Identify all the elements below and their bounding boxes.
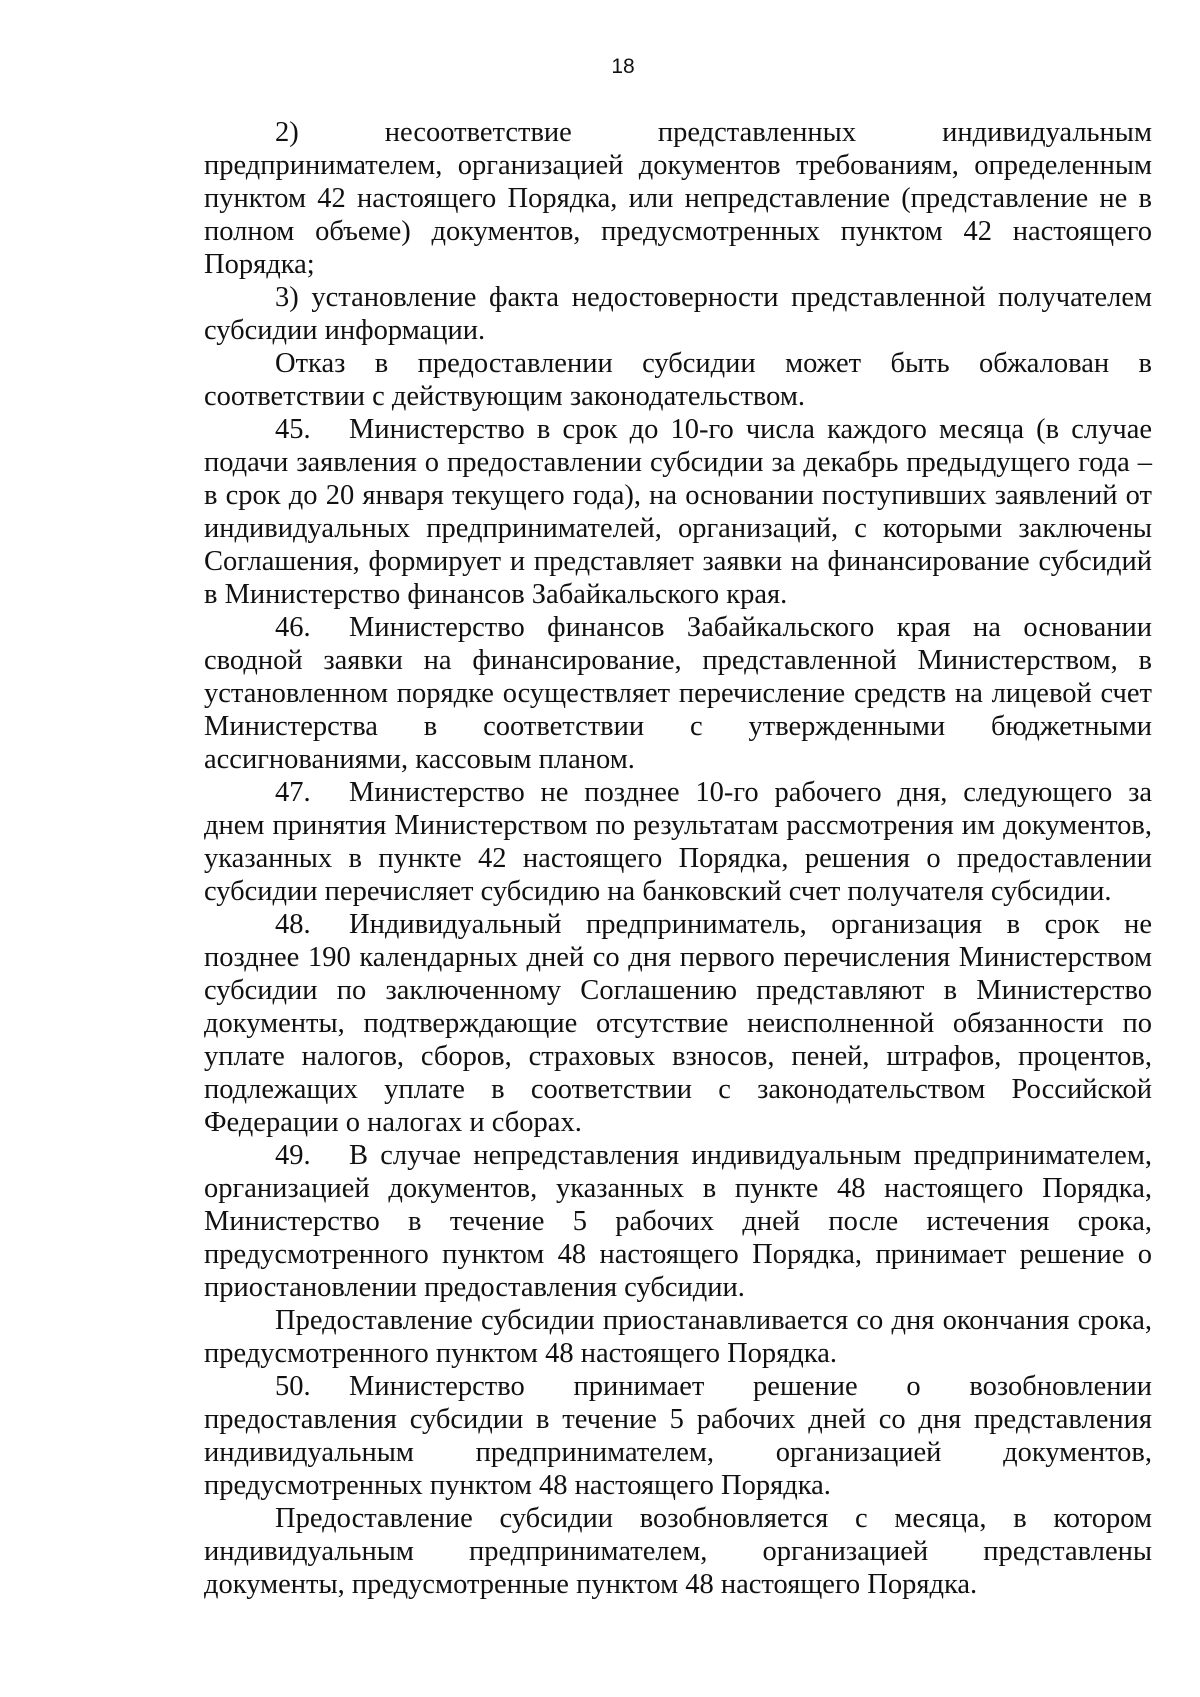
paragraph-text: Министерство принимает решение о возобновлении предоставления субсидии в течение 5 рабочих дней со дня представления индивидуальным предпринимателем, организацией документов, предусмотренных пунктом 48 настоящего Порядка.	[204, 1371, 1152, 1501]
paragraph-46	[204, 611, 1152, 776]
paragraph-text: 3) установление факта недостоверности представленной получателем субсидии информации.	[204, 282, 1152, 346]
paragraph-text: В случае непредставления индивидуальным предпринимателем, организацией документов, указанных в пункте 48 настоящего Порядка, Министерство в течение 5 рабочих дней после истечения срока, предусмотренного пунктом 48 настоящего Порядка, принимает решение о приостановлении предоставления субсидии.	[204, 1140, 1152, 1303]
paragraph-number: 48.	[275, 909, 311, 940]
paragraph-number: 49.	[275, 1140, 311, 1171]
document-body	[204, 116, 1152, 1601]
paragraph-text: Отказ в предоставлении субсидии может быть обжалован в соответствии с действующим законодательством.	[204, 348, 1152, 412]
paragraph-number: 47.	[275, 777, 311, 808]
paragraph-text: Министерство финансов Забайкальского края на основании сводной заявки на финансирование, представленной Министерством, в установленном порядке осуществляет перечисление средств на лицевой счет Министерства в соответствии с утвержденными бюджетными ассигнованиями, кассовым планом.	[204, 612, 1152, 775]
paragraph-text: Предоставление субсидии возобновляется с месяца, в котором индивидуальным предпринимателем, организацией представлены документы, предусмотренные пунктом 48 настоящего Порядка.	[204, 1503, 1152, 1600]
paragraph-number: 45.	[275, 414, 311, 445]
page-number: 18	[611, 55, 635, 78]
paragraph-45	[204, 413, 1152, 611]
paragraph-47	[204, 776, 1152, 908]
paragraph-appeal	[204, 347, 1152, 413]
paragraph-resumption	[204, 1502, 1152, 1601]
paragraph-number: 46.	[275, 612, 311, 643]
paragraph-48	[204, 908, 1152, 1139]
paragraph-text: 2) несоответствие представленных индивидуальным предпринимателем, организацией документов требованиям, определенным пунктом 42 настоящего Порядка, или непредставление (представление не в полном объеме) документов, предусмотренных пунктом 42 настоящего Порядка;	[204, 117, 1152, 280]
paragraph-text: Предоставление субсидии приостанавливается со дня окончания срока, предусмотренного пунктом 48 настоящего Порядка.	[204, 1305, 1152, 1369]
paragraph-text: Индивидуальный предприниматель, организация в срок не позднее 190 календарных дней со дня первого перечисления Министерством субсидии по заключенному Соглашению представляют в Министерство документы, подтверждающие отсутствие неисполненной обязанности по уплате налогов, сборов, страховых взносов, пеней, штрафов, процентов, подлежащих уплате в соответствии с законодательством Российской Федерации о налогах и сборах.	[204, 909, 1152, 1138]
paragraph-50	[204, 1370, 1152, 1502]
paragraph-text: Министерство не позднее 10-го рабочего дня, следующего за днем принятия Министерством по результатам рассмотрения им документов, указанных в пункте 42 настоящего Порядка, решения о предоставлении субсидии перечисляет субсидию на банковский счет получателя субсидии.	[204, 777, 1152, 907]
paragraph-item-2	[204, 116, 1152, 281]
paragraph-number: 50.	[275, 1371, 311, 1402]
paragraph-suspension	[204, 1304, 1152, 1370]
paragraph-49	[204, 1139, 1152, 1304]
paragraph-text: Министерство в срок до 10-го числа каждого месяца (в случае подачи заявления о предоставлении субсидии за декабрь предыдущего года – в срок до 20 января текущего года), на основании поступивших заявлений от индивидуальных предпринимателей, организаций, с которыми заключены Соглашения, формирует и представляет заявки на финансирование субсидий в Министерство финансов Забайкальского края.	[204, 414, 1152, 610]
paragraph-item-3	[204, 281, 1152, 347]
